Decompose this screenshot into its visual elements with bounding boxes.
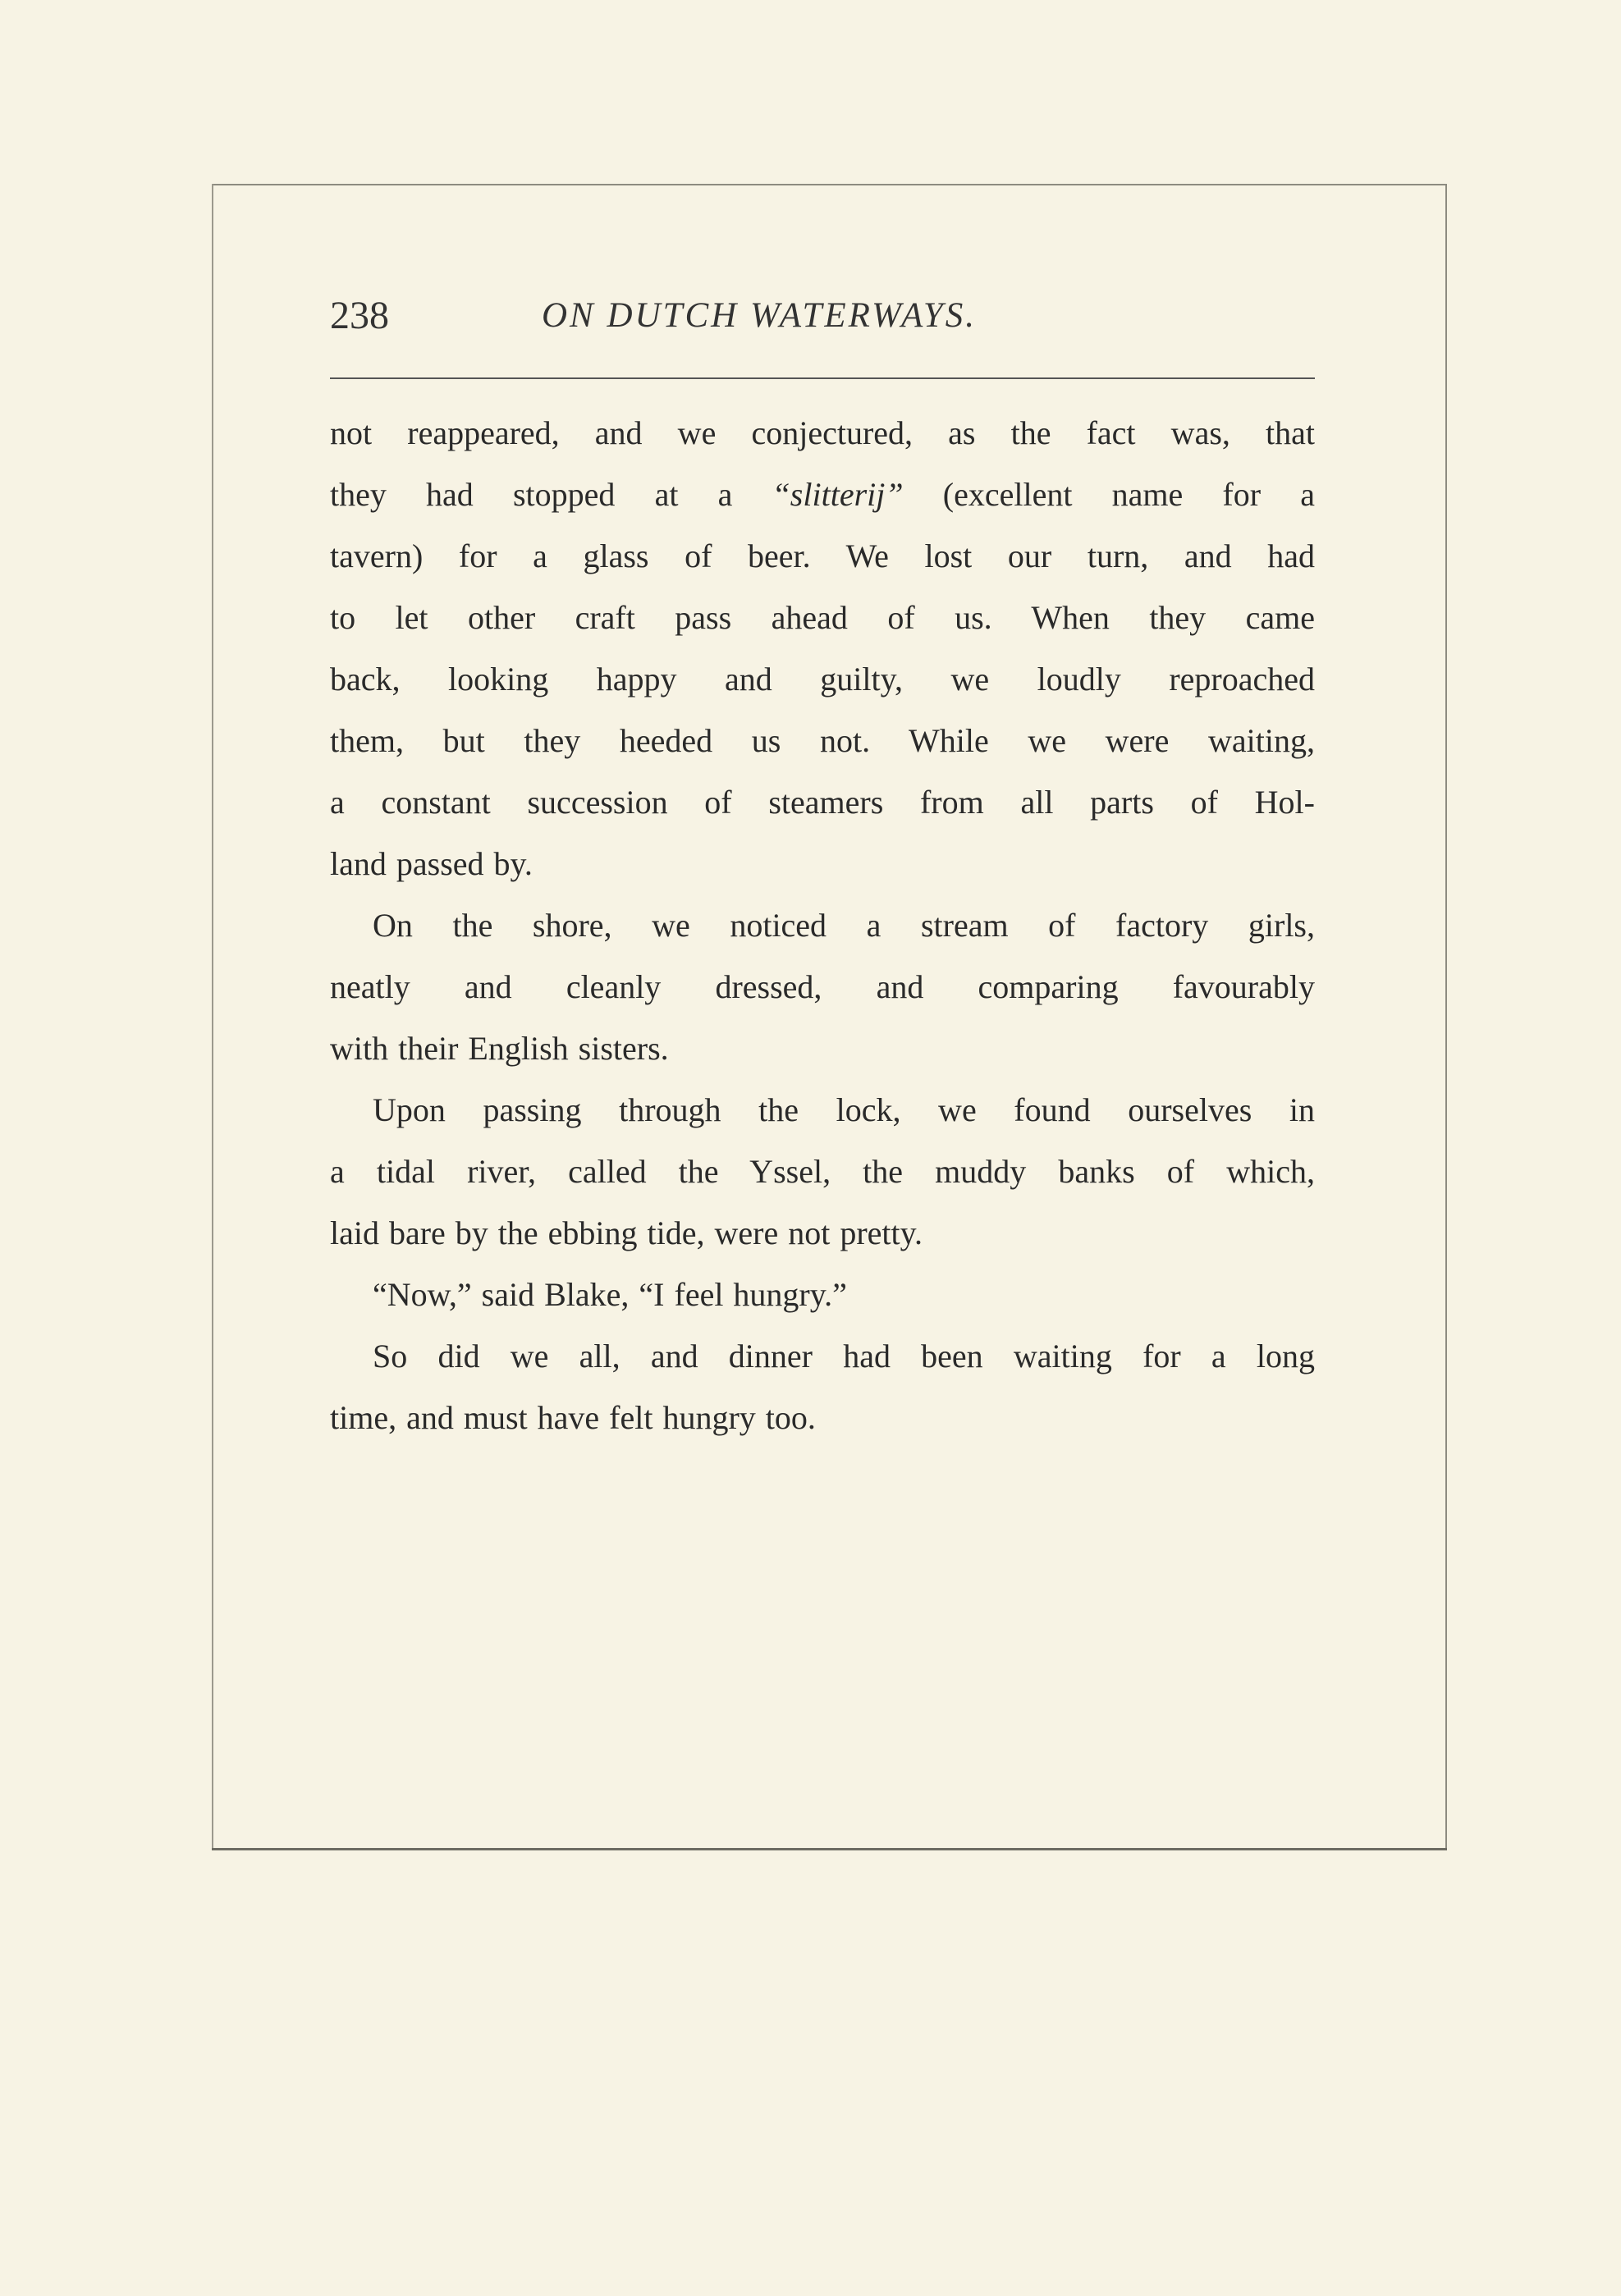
- page-frame-bottom-border: [212, 1848, 1447, 1850]
- text-line: back, looking happy and guilty, we loudly reproached: [330, 661, 1315, 697]
- italic-term: “slitterij”: [772, 476, 904, 513]
- text-line: with their English sisters.: [330, 1030, 669, 1067]
- text-line: land passed by.: [330, 845, 533, 882]
- text-line: laid bare by the ebbing tide, were not pretty.: [330, 1214, 923, 1251]
- text-line: neatly and cleanly dressed, and comparing favourably: [330, 968, 1315, 1005]
- page-number: 238: [330, 294, 389, 337]
- page-header: [330, 291, 1315, 341]
- text-line: On the shore, we noticed a stream of factory girls,: [373, 907, 1315, 944]
- text-line: [330, 464, 1315, 525]
- header-rule: [330, 377, 1315, 379]
- text-line: not reappeared, and we conjectured, as the fact was, that: [330, 414, 1315, 451]
- page-frame-left-border: [212, 184, 213, 1850]
- text-line: time, and must have felt hungry too.: [330, 1399, 816, 1436]
- text-line: a constant succession of steamers from all parts of Hol-: [330, 784, 1315, 821]
- page-frame-top-border: [212, 184, 1447, 185]
- text-line: “Now,” said Blake, “I feel hungry.”: [373, 1276, 847, 1313]
- text-line: a tidal river, called the Yssel, the muddy banks of which,: [330, 1153, 1315, 1190]
- text-line: tavern) for a glass of beer. We lost our turn, and had: [330, 537, 1315, 574]
- text-fragment: (excellent name for a: [903, 476, 1315, 513]
- page-frame-right-border: [1445, 184, 1447, 1850]
- text-line: to let other craft pass ahead of us. When they came: [330, 599, 1315, 636]
- text-fragment: they had stopped at a: [330, 476, 772, 513]
- text-line: them, but they heeded us not. While we were waiting,: [330, 722, 1315, 759]
- running-title: ON DUTCH WATERWAYS.: [542, 296, 978, 335]
- text-line: Upon passing through the lock, we found ourselves in: [373, 1091, 1315, 1128]
- text-line: So did we all, and dinner had been waiting for a long: [373, 1338, 1315, 1374]
- body-text: [330, 402, 1315, 1448]
